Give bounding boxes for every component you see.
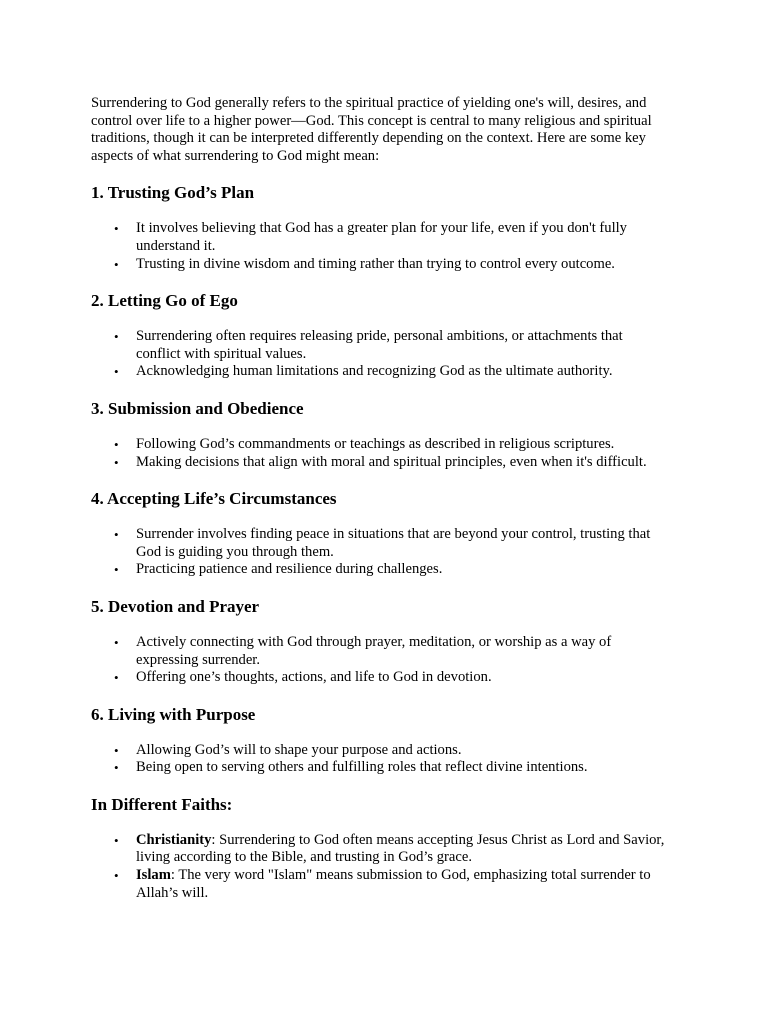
list-item — [136, 328, 670, 363]
list-item-term: Christianity — [136, 831, 212, 848]
sections-container — [91, 183, 670, 902]
list-item-text: Allowing God’s will to shape your purpose and actions. — [136, 741, 462, 758]
list-item — [136, 256, 670, 274]
list-item — [136, 759, 670, 777]
list-item — [136, 436, 670, 454]
bullet-list — [91, 742, 670, 777]
intro-paragraph: Surrendering to God generally refers to the spiritual practice of yielding one's will, desires, and control over life to a higher power—God. This concept is central to many religious and spiritual traditions, though it can be interpreted differently depending on the context. Here are some key aspects of what surrendering to God might mean: — [91, 95, 652, 164]
section-heading: 6. Living with Purpose — [91, 704, 256, 724]
list-item-term: Islam — [136, 867, 171, 884]
list-item-text: Following God’s commandments or teachings as described in religious scriptures. — [136, 435, 615, 452]
list-item-text: Acknowledging human limitations and recognizing God as the ultimate authority. — [136, 363, 613, 380]
bullet-list — [91, 328, 670, 381]
section-heading: 4. Accepting Life’s Circumstances — [91, 489, 337, 509]
list-item — [136, 220, 670, 255]
section-heading: 1. Trusting God’s Plan — [91, 183, 255, 203]
section-heading: 5. Devotion and Prayer — [91, 596, 260, 616]
list-item — [136, 561, 670, 579]
list-item-text: Surrendering often requires releasing pride, personal ambitions, or attachments that conflict with spiritual values. — [136, 328, 623, 362]
list-item-text: : The very word "Islam" means submission to God, emphasizing total surrender to Allah’s will. — [136, 867, 651, 901]
list-item — [136, 454, 670, 472]
list-item — [136, 363, 670, 381]
list-item — [136, 669, 670, 687]
list-item-text: Surrender involves finding peace in situations that are beyond your control, trusting that God is guiding you through them. — [136, 526, 651, 560]
list-item-text: Being open to serving others and fulfilling roles that reflect divine intentions. — [136, 759, 588, 776]
section-heading: 2. Letting Go of Ego — [91, 291, 238, 311]
list-item — [136, 526, 670, 561]
bullet-list — [91, 832, 670, 902]
list-item — [136, 742, 670, 760]
list-item-text: Trusting in divine wisdom and timing rather than trying to control every outcome. — [136, 255, 615, 272]
bullet-list — [91, 634, 670, 687]
list-item-text: It involves believing that God has a greater plan for your life, even if you don't fully understand it. — [136, 220, 627, 254]
bullet-list — [91, 436, 670, 471]
list-item-text: Making decisions that align with moral and spiritual principles, even when it's difficult. — [136, 453, 647, 470]
list-item-text: Actively connecting with God through prayer, meditation, or worship as a way of expressing surrender. — [136, 633, 612, 668]
list-item — [136, 832, 670, 867]
list-item — [136, 634, 670, 669]
list-item-text: Practicing patience and resilience during challenges. — [136, 561, 443, 578]
list-item-text: : Surrendering to God often means accepting Jesus Christ as Lord and Savior, living according to the Bible, and trusting in God’s grace. — [136, 831, 665, 866]
bullet-list — [91, 220, 670, 273]
section-heading: 3. Submission and Obedience — [91, 398, 304, 418]
section-heading: In Different Faiths: — [91, 794, 233, 814]
list-item — [136, 867, 670, 902]
list-item-text: Offering one’s thoughts, actions, and life to God in devotion. — [136, 669, 492, 686]
bullet-list — [91, 526, 670, 579]
